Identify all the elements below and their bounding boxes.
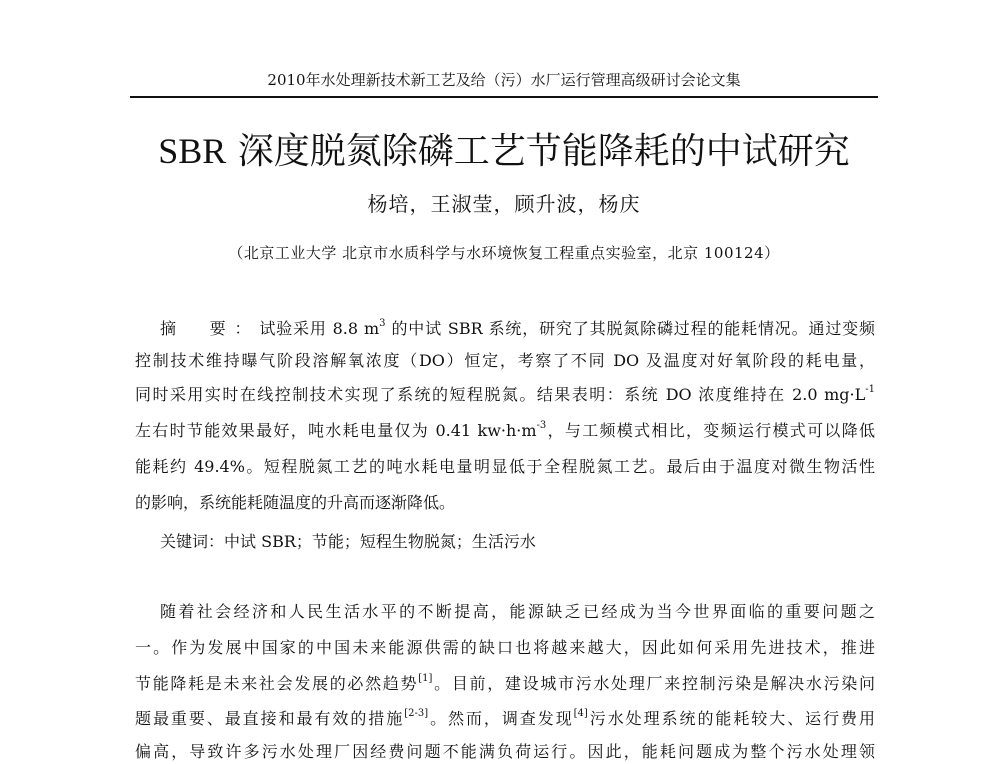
keywords-label: 关键词： [160,532,225,551]
body-text-3b: 。目前，建设城市污水处理厂来控制污染是解决水污染问 [432,674,875,693]
body-line-1: 随着社会经济和人民生活水平的不断提高，能源缺乏已经成为当今世界面临的重要问题之 [160,602,875,621]
abstract-line-2: 控制技术维持曝气阶段溶解氧浓度（DO）恒定，考察了不同 DO 及温度对好氧阶段的耗电量， [135,351,875,370]
author-list: 杨培，王淑莹，顾升波，杨庆 [367,192,641,216]
abstract-superscript-4: -3 [536,419,547,431]
header-rule [130,96,878,98]
abstract-line-3 [135,383,875,407]
body-text-4c: 污水处理系统的能耗较大、运行费用 [587,709,875,728]
paper-title [130,128,878,175]
abstract-text-4b: ，与工频模式相比，变频运行模式可以降低 [546,421,875,440]
abstract-line-4 [135,419,875,443]
affiliation: （北京工业大学 北京市水质科学与水环境恢复工程重点实验室，北京 100124） [228,244,780,262]
keywords-text: 中试 SBR；节能；短程生物脱氮；生活污水 [224,532,536,551]
abstract-line-1 [160,317,875,341]
abstract-label: 摘 要： [160,319,260,338]
body-text-3a: 节能降耗是未来社会发展的必然趋势 [135,674,419,693]
body-line-4 [135,707,875,731]
body-text-4b: 。然而，调查发现 [428,709,574,728]
citation-ref-2-3: [2-3] [404,707,429,719]
body-text-4a: 题最重要、最直接和最有效的措施 [135,709,405,728]
running-header: 2010年水处理新技术新工艺及给（污）水厂运行管理高级研讨会论文集 [267,71,741,89]
abstract-line-6: 的影响，系统能耗随温度的升高而逐渐降低。 [135,493,456,512]
abstract-text-3a: 同时采用实时在线控制技术实现了系统的短程脱氮。结果表明：系统 DO 浓度维持在 2.0 mg·L [135,385,866,404]
abstract-superscript-3: -1 [865,383,875,395]
abstract-text-1b: 的中试 SBR 系统，研究了其脱氮除磷过程的能耗情况。通过变频 [385,319,875,338]
paper-title-cjk: 深度脱氮除磷工艺节能降耗的中试研究 [226,131,850,172]
paper-title-latin: SBR [158,131,227,171]
body-line-5: 偏高，导致许多污水处理厂因经费问题不能满负荷运行。因此，能耗问题成为整个污水处理领 [135,742,875,761]
keywords-line [160,530,875,554]
citation-ref-1: [1] [418,672,433,684]
abstract-text-4a: 左右时节能效果最好，吨水耗电量仅为 0.41 kw·h·m [135,421,537,440]
body-line-2: 一。作为发展中国家的中国未来能源供需的缺口也将越来越大，因此如何采用先进技术，推进 [135,638,875,657]
abstract-superscript-1: 3 [379,317,386,329]
citation-ref-4: [4] [573,707,588,719]
body-line-3 [135,672,875,696]
abstract-line-5: 能耗约 49.4%。短程脱氮工艺的吨水耗电量明显低于全程脱氮工艺。最后由于温度对微生物活性 [135,457,875,476]
abstract-text-1a: 试验采用 8.8 m [259,319,380,338]
